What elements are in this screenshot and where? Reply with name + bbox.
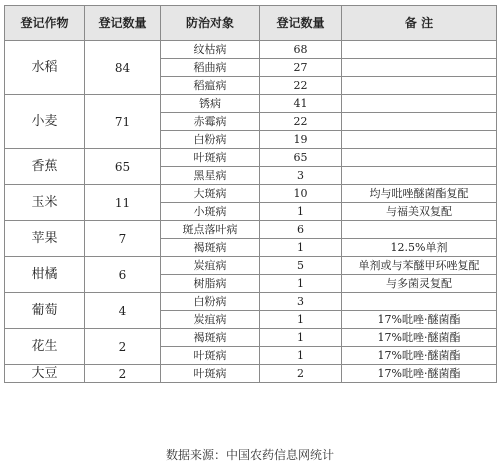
target-count-cell: 3 [260,167,342,185]
header-target: 防治对象 [161,6,260,41]
note-cell [342,293,497,311]
crop-cell: 花生 [5,329,85,365]
registration-table-container [4,5,496,383]
table-row [5,365,497,383]
target-count-cell: 22 [260,113,342,131]
target-cell: 小斑病 [161,203,260,221]
target-count-cell: 1 [260,203,342,221]
target-count-cell: 2 [260,365,342,383]
target-cell: 褐斑病 [161,329,260,347]
target-count-cell: 19 [260,131,342,149]
target-count-cell: 6 [260,221,342,239]
note-cell [342,95,497,113]
crop-count-cell: 4 [85,293,161,329]
target-cell: 稻曲病 [161,59,260,77]
note-cell: 单剂或与苯醚甲环唑复配 [342,257,497,275]
note-cell [342,131,497,149]
target-cell: 锈病 [161,95,260,113]
crop-cell: 小麦 [5,95,85,149]
target-count-cell: 3 [260,293,342,311]
target-count-cell: 65 [260,149,342,167]
target-count-cell: 68 [260,41,342,59]
target-count-cell: 1 [260,329,342,347]
note-cell: 均与吡唑醚菌酯复配 [342,185,497,203]
crop-count-cell: 6 [85,257,161,293]
crop-count-cell: 65 [85,149,161,185]
crop-count-cell: 84 [85,41,161,95]
note-cell: 17%吡唑·醚菌酯 [342,347,497,365]
target-cell: 褐斑病 [161,239,260,257]
target-count-cell: 10 [260,185,342,203]
target-cell: 白粉病 [161,293,260,311]
target-cell: 白粉病 [161,131,260,149]
crop-count-cell: 11 [85,185,161,221]
table-row [5,185,497,203]
crop-count-cell: 71 [85,95,161,149]
header-crop-count: 登记数量 [85,6,161,41]
crop-cell: 大豆 [5,365,85,383]
registration-table [4,5,497,383]
note-cell: 17%吡唑·醚菌酯 [342,329,497,347]
crop-cell: 葡萄 [5,293,85,329]
note-cell [342,41,497,59]
crop-cell: 玉米 [5,185,85,221]
table-row [5,257,497,275]
note-cell: 17%吡唑·醚菌酯 [342,365,497,383]
crop-count-cell: 2 [85,329,161,365]
target-count-cell: 22 [260,77,342,95]
header-note: 备 注 [342,6,497,41]
target-count-cell: 5 [260,257,342,275]
target-cell: 赤霉病 [161,113,260,131]
crop-cell: 水稻 [5,41,85,95]
data-source-note: 数据来源：中国农药信息网统计 [165,448,334,462]
note-cell: 17%吡唑·醚菌酯 [342,311,497,329]
target-cell: 稻瘟病 [161,77,260,95]
table-row [5,221,497,239]
target-cell: 黑星病 [161,167,260,185]
table-row [5,329,497,347]
target-count-cell: 1 [260,275,342,293]
target-count-cell: 1 [260,347,342,365]
target-count-cell: 1 [260,239,342,257]
note-cell [342,221,497,239]
target-cell: 树脂病 [161,275,260,293]
table-row [5,293,497,311]
note-cell [342,167,497,185]
crop-count-cell: 7 [85,221,161,257]
note-cell [342,59,497,77]
table-row [5,95,497,113]
table-row [5,149,497,167]
crop-count-cell: 2 [85,365,161,383]
header-crop: 登记作物 [5,6,85,41]
note-cell [342,113,497,131]
target-count-cell: 27 [260,59,342,77]
note-cell: 12.5%单剂 [342,239,497,257]
crop-cell: 柑橘 [5,257,85,293]
note-cell [342,149,497,167]
crop-cell: 苹果 [5,221,85,257]
target-cell: 大斑病 [161,185,260,203]
target-cell: 斑点落叶病 [161,221,260,239]
note-cell [342,77,497,95]
target-count-cell: 1 [260,311,342,329]
target-cell: 叶斑病 [161,347,260,365]
note-cell: 与多菌灵复配 [342,275,497,293]
note-cell: 与福美双复配 [342,203,497,221]
target-cell: 叶斑病 [161,149,260,167]
header-target-count: 登记数量 [260,6,342,41]
target-cell: 炭疽病 [161,311,260,329]
target-cell: 叶斑病 [161,365,260,383]
table-row [5,41,497,59]
crop-cell: 香蕉 [5,149,85,185]
header-row [5,6,497,41]
target-cell: 纹枯病 [161,41,260,59]
target-cell: 炭疽病 [161,257,260,275]
target-count-cell: 41 [260,95,342,113]
